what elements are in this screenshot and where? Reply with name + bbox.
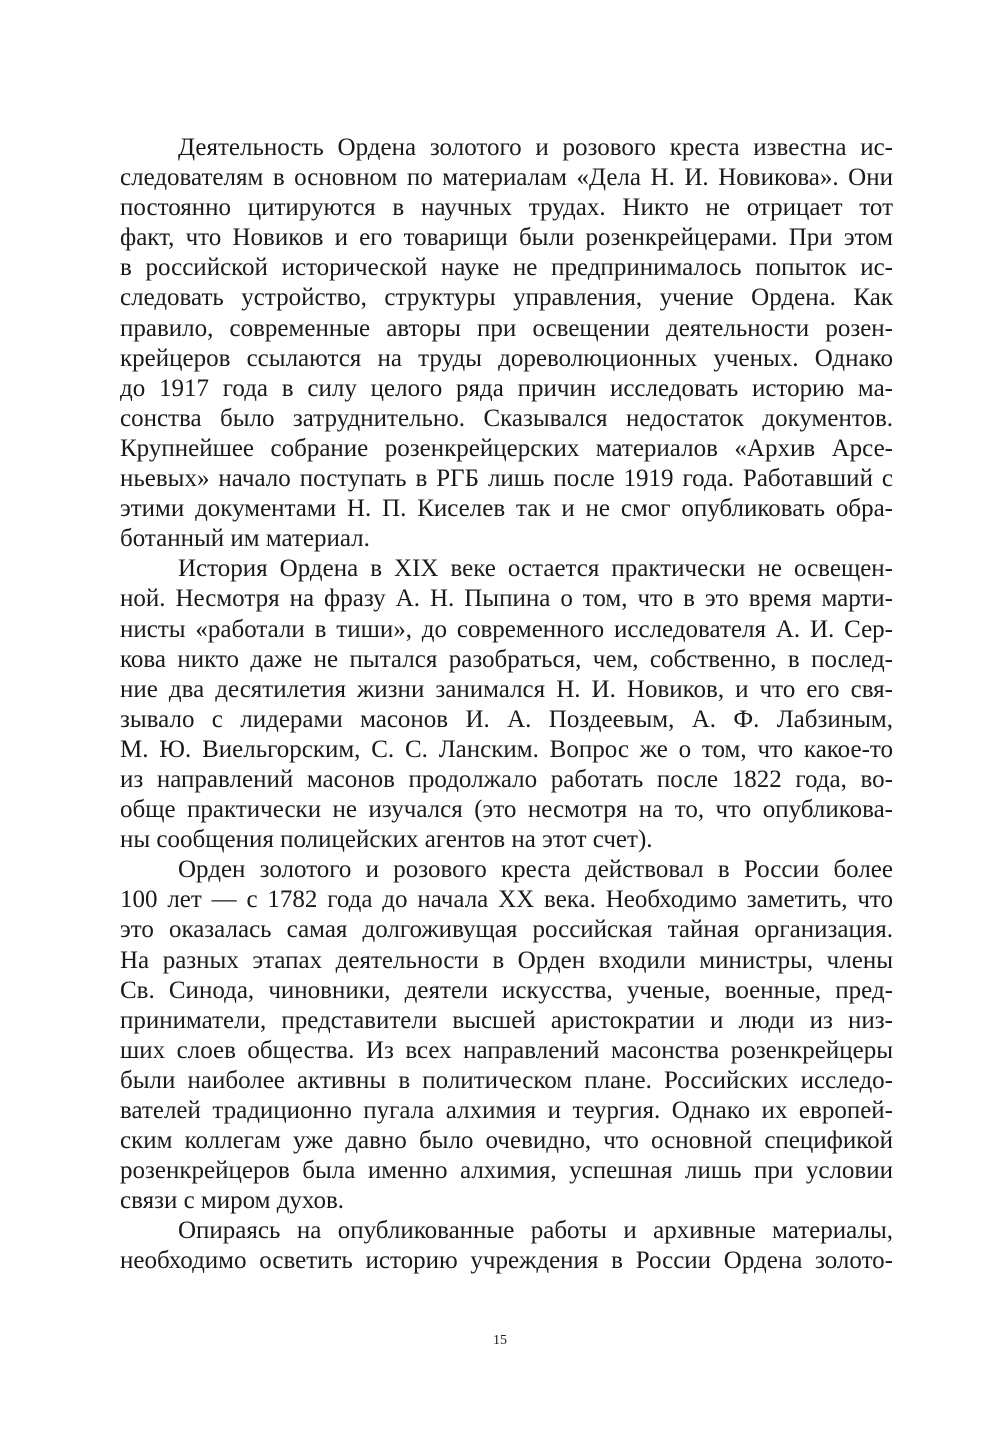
paragraph (120, 855, 893, 1216)
text-line: Св. Синода, чиновники, деятели искусства, ученые, военные, пред- (120, 976, 893, 1004)
text-line: кова никто даже не пытался разобраться, чем, собственно, в послед- (120, 645, 893, 673)
text-line: обще практически не изучался (это несмотря на то, что опубликова- (120, 796, 893, 824)
text-line: факт, что Новиков и его товарищи были розенкрейцерами. При этом (120, 224, 893, 252)
text-line: ны сообщения полицейских агентов на этот счет). (120, 826, 653, 854)
text-line: ским коллегам уже давно было очевидно, что основной спецификой (120, 1127, 893, 1155)
text-line: связи с миром духов. (120, 1187, 345, 1215)
text-line: ших слоев общества. Из всех направлений масонства розенкрейцеры (120, 1036, 893, 1064)
paragraph (120, 133, 893, 554)
text-line: Деятельность Ордена золотого и розового креста известна ис- (178, 134, 893, 161)
text-line: крейцеров ссылаются на труды дореволюционных ученых. Однако (120, 344, 893, 372)
text-line: сонства было затруднительно. Сказывался недостаток документов. (120, 404, 893, 432)
text-line: правило, современные авторы при освещении деятельности розен- (120, 314, 893, 342)
text-line: из направлений масонов продолжало работать после 1822 года, во- (120, 765, 893, 793)
text-line: приниматели, представители высшей аристократии и люди из низ- (120, 1006, 893, 1034)
text-line: ботанный им материал. (120, 525, 370, 553)
text-line: 100 лет — с 1782 года до начала XX века. Необходимо заметить, что (120, 886, 893, 914)
text-line: М. Ю. Виельгорским, С. С. Ланским. Вопрос же о том, что какое-то (120, 735, 893, 763)
text-line: в российской исторической науке не предпринималось попыток ис- (120, 254, 893, 282)
paragraph (120, 1216, 893, 1276)
text-line: ньевых» начало поступать в РГБ лишь после 1919 года. Работавший с (120, 465, 893, 493)
text-line: это оказалась самая долгоживущая российская тайная организация. (120, 916, 893, 944)
text-line: зывало с лидерами масонов И. А. Поздеевым, А. Ф. Лабзиным, (120, 705, 893, 733)
paragraph (120, 554, 893, 855)
text-line: розенкрейцеров была именно алхимия, успешная лишь при условии (120, 1157, 893, 1185)
text-line: постоянно цитируются в научных трудах. Никто не отрицает тот (120, 194, 893, 222)
text-line: нисты «работали в тиши», до современного исследователя А. И. Сер- (120, 615, 893, 643)
text-line: Крупнейшее собрание розенкрейцерских материалов «Архив Арсе- (120, 434, 893, 462)
text-line: Орден золотого и розового креста действовал в России более (178, 856, 893, 884)
text-line: Опираясь на опубликованные работы и архивные материалы, (178, 1217, 893, 1245)
text-line: были наиболее активны в политическом плане. Российских исследо- (120, 1066, 893, 1094)
body-text (120, 133, 893, 1277)
text-line: до 1917 года в силу целого ряда причин исследовать историю ма- (120, 374, 893, 402)
text-line: ной. Несмотря на фразу А. Н. Пыпина о том, что в это время марти- (120, 585, 893, 613)
text-line: На разных этапах деятельности в Орден входили министры, члены (120, 946, 893, 974)
text-line: этими документами Н. П. Киселев так и не смог опубликовать обра- (120, 495, 893, 523)
text-line: История Ордена в XIX веке остается практически не освещен- (178, 555, 893, 583)
text-line: необходимо осветить историю учреждения в России Ордена золото- (120, 1247, 893, 1275)
text-line: вателей традиционно пугала алхимия и теургия. Однако их европей- (120, 1097, 893, 1124)
text-line: следовать устройство, структуры управления, учение Ордена. Как (120, 284, 893, 312)
text-line: ние два десятилетия жизни занимался Н. И. Новиков, и что его свя- (120, 675, 893, 703)
text-line: следователям в основном по материалам «Дела Н. И. Новикова». Они (120, 164, 893, 192)
page-number: 15 (493, 1333, 507, 1348)
